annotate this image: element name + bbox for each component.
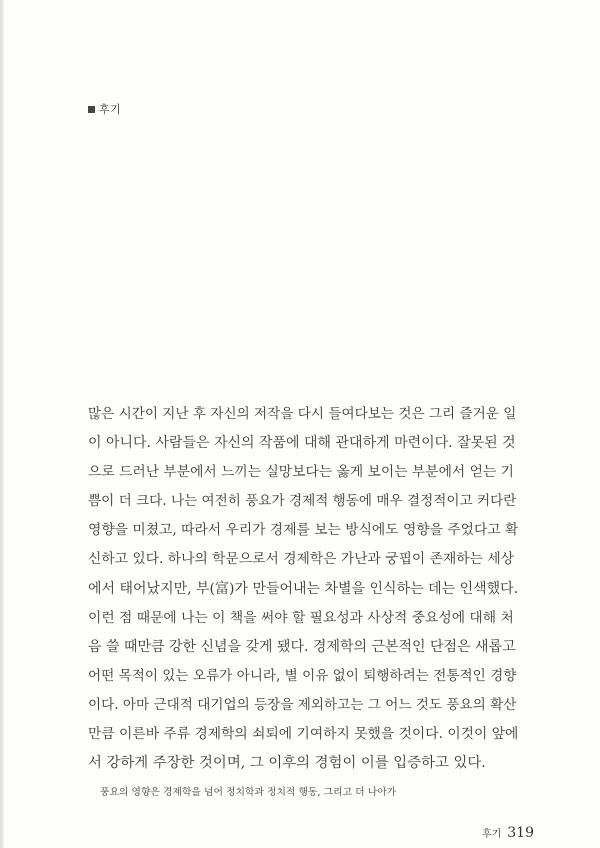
text-line: 이다. 아마 근대적 대기업의 등장을 제외하고는 그 어느 것도 풍요의 확산 <box>88 696 517 713</box>
text-line: 에서 태어났지만, 부(富)가 만들어내는 차별을 인식하는 데는 인색했다. <box>88 580 519 597</box>
section-header <box>88 101 121 117</box>
page-number: 319 <box>507 825 534 841</box>
text-line: 이런 점 때문에 나는 이 책을 써야 할 필요성과 사상적 중요성에 대해 처 <box>88 609 514 626</box>
page-footer <box>482 825 534 841</box>
text-line: 이 아니다. 사람들은 자신의 작품에 대해 관대하게 마련이다. 잘못된 것 <box>88 435 516 452</box>
text-line: 음 쓸 때만큼 강한 신념을 갖게 됐다. 경제학의 근본적인 단점은 새롭고 <box>88 638 516 655</box>
section-title: 후기 <box>99 103 122 116</box>
body-text <box>88 400 518 807</box>
text-line-paragraph-start: 풍요의 영향은 경제학을 넘어 정치학과 정치적 행동, 그리고 더 나아가 <box>100 787 397 799</box>
text-line: 많은 시간이 지난 후 자신의 저작을 다시 들여다보는 것은 그리 즐거운 일 <box>88 406 517 422</box>
text-line: 으로 드러난 부분에서 느끼는 실망보다는 옳게 보이는 부분에서 얻는 기 <box>88 464 514 481</box>
text-line: 서 강하게 주장한 것이며, 그 이후의 경험이 이를 입증하고 있다. <box>88 755 486 772</box>
text-line: 어떤 목적이 있는 오류가 아니라, 별 이유 없이 퇴행하려는 전통적인 경향 <box>88 667 517 684</box>
text-line: 신하고 있다. 하나의 학문으로서 경제학은 가난과 궁핍이 존재하는 세상 <box>88 551 514 568</box>
square-bullet-icon <box>88 106 95 113</box>
running-title: 후기 <box>481 829 502 840</box>
text-line: 쁨이 더 크다. 나는 여전히 풍요가 경제적 행동에 매우 결정적이고 커다란 <box>88 493 517 510</box>
text-line: 영향을 미쳤고, 따라서 우리가 경제를 보는 방식에도 영향을 주었다고 확 <box>88 522 519 539</box>
text-line: 만큼 이른바 주류 경제학의 쇠퇴에 기여하지 못했을 것이다. 이것이 앞에 <box>88 726 519 743</box>
page-binding-edge <box>0 0 4 848</box>
